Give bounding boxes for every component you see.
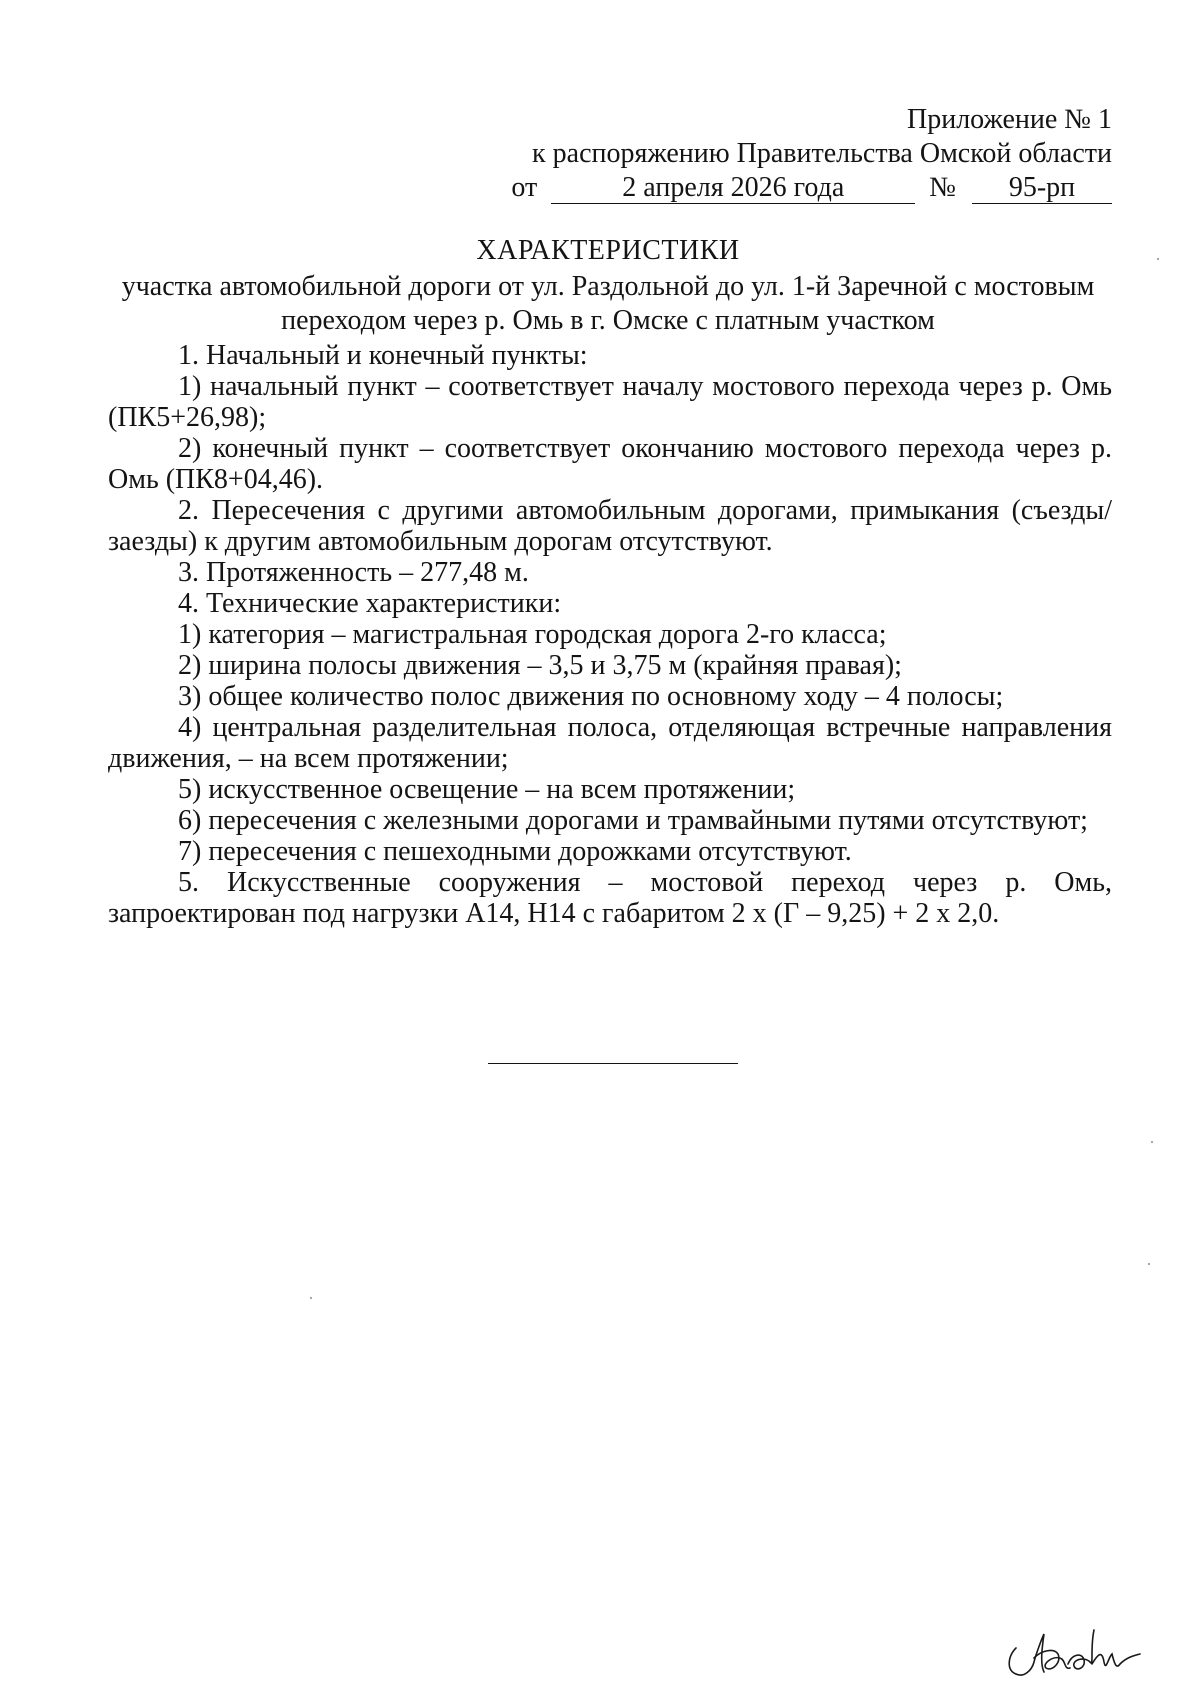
- order-reference: к распоряжению Правительства Омской области: [532, 138, 1112, 169]
- order-date-number-line: [472, 171, 1112, 205]
- document-title: ХАРАКТЕРИСТИКИ: [476, 235, 740, 266]
- closing-rule: [488, 1063, 738, 1064]
- order-date: 2 апреля 2026 года: [551, 173, 915, 204]
- section-5-paragraph: 5. Искусственные сооружения – мостовой переход через р. Омь, запроектирован под нагрузки А14, Н14 с габаритом 2 х (Г – 9,25) + 2 х 2,0.: [108, 867, 1112, 929]
- document-body: [108, 340, 1112, 929]
- list-item: 1) категория – магистральная городская дорога 2-го класса;: [178, 619, 887, 650]
- section-1-heading: 1. Начальный и конечный пункты:: [178, 340, 588, 371]
- section-2-paragraph: 2. Пересечения с другими автомобильным дорогами, примыкания (съезды/заезды) к другим автомобильным дорогам отсутствуют.: [108, 495, 1112, 557]
- order-number: 95-рп: [972, 173, 1112, 204]
- list-item: 2) конечный пункт – соответствует окончанию мостового перехода через р. Омь (ПК8+04,46).: [108, 433, 1112, 495]
- list-item: 3) общее количество полос движения по основному ходу – 4 полосы;: [178, 681, 1004, 712]
- scan-speck: [1148, 1263, 1150, 1265]
- date-prefix: от: [511, 172, 538, 203]
- document-subtitle: участка автомобильной дороги от ул. Раздольной до ул. 1-й Заречной с мостовым переходом через р. Омь в г. Омске с платным участком: [121, 271, 1095, 336]
- list-item: 6) пересечения с железными дорогами и трамвайными путями отсутствуют;: [178, 805, 1088, 836]
- title-block: [100, 234, 1116, 338]
- section-4-heading: 4. Технические характеристики:: [178, 588, 562, 619]
- document-header: [472, 103, 1112, 205]
- number-sign: №: [929, 172, 956, 203]
- list-item: 7) пересечения с пешеходными дорожками отсутствуют.: [178, 836, 852, 867]
- scan-speck: [1151, 1141, 1153, 1143]
- scan-speck: [310, 1297, 312, 1299]
- scan-speck: [1157, 258, 1159, 260]
- list-item: 2) ширина полосы движения – 3,5 и 3,75 м (крайняя правая);: [178, 650, 902, 681]
- list-item: 4) центральная разделительная полоса, отделяющая встречные направления движения, – на всем протяжении;: [108, 712, 1112, 774]
- signature-mark: [1002, 1618, 1142, 1688]
- appendix-label: Приложение № 1: [907, 104, 1112, 135]
- list-item: 5) искусственное освещение – на всем протяжении;: [178, 774, 796, 805]
- list-item: 1) начальный пункт – соответствует началу мостового перехода через р. Омь (ПК5+26,98);: [108, 371, 1112, 433]
- section-3-paragraph: 3. Протяженность – 277,48 м.: [178, 557, 529, 588]
